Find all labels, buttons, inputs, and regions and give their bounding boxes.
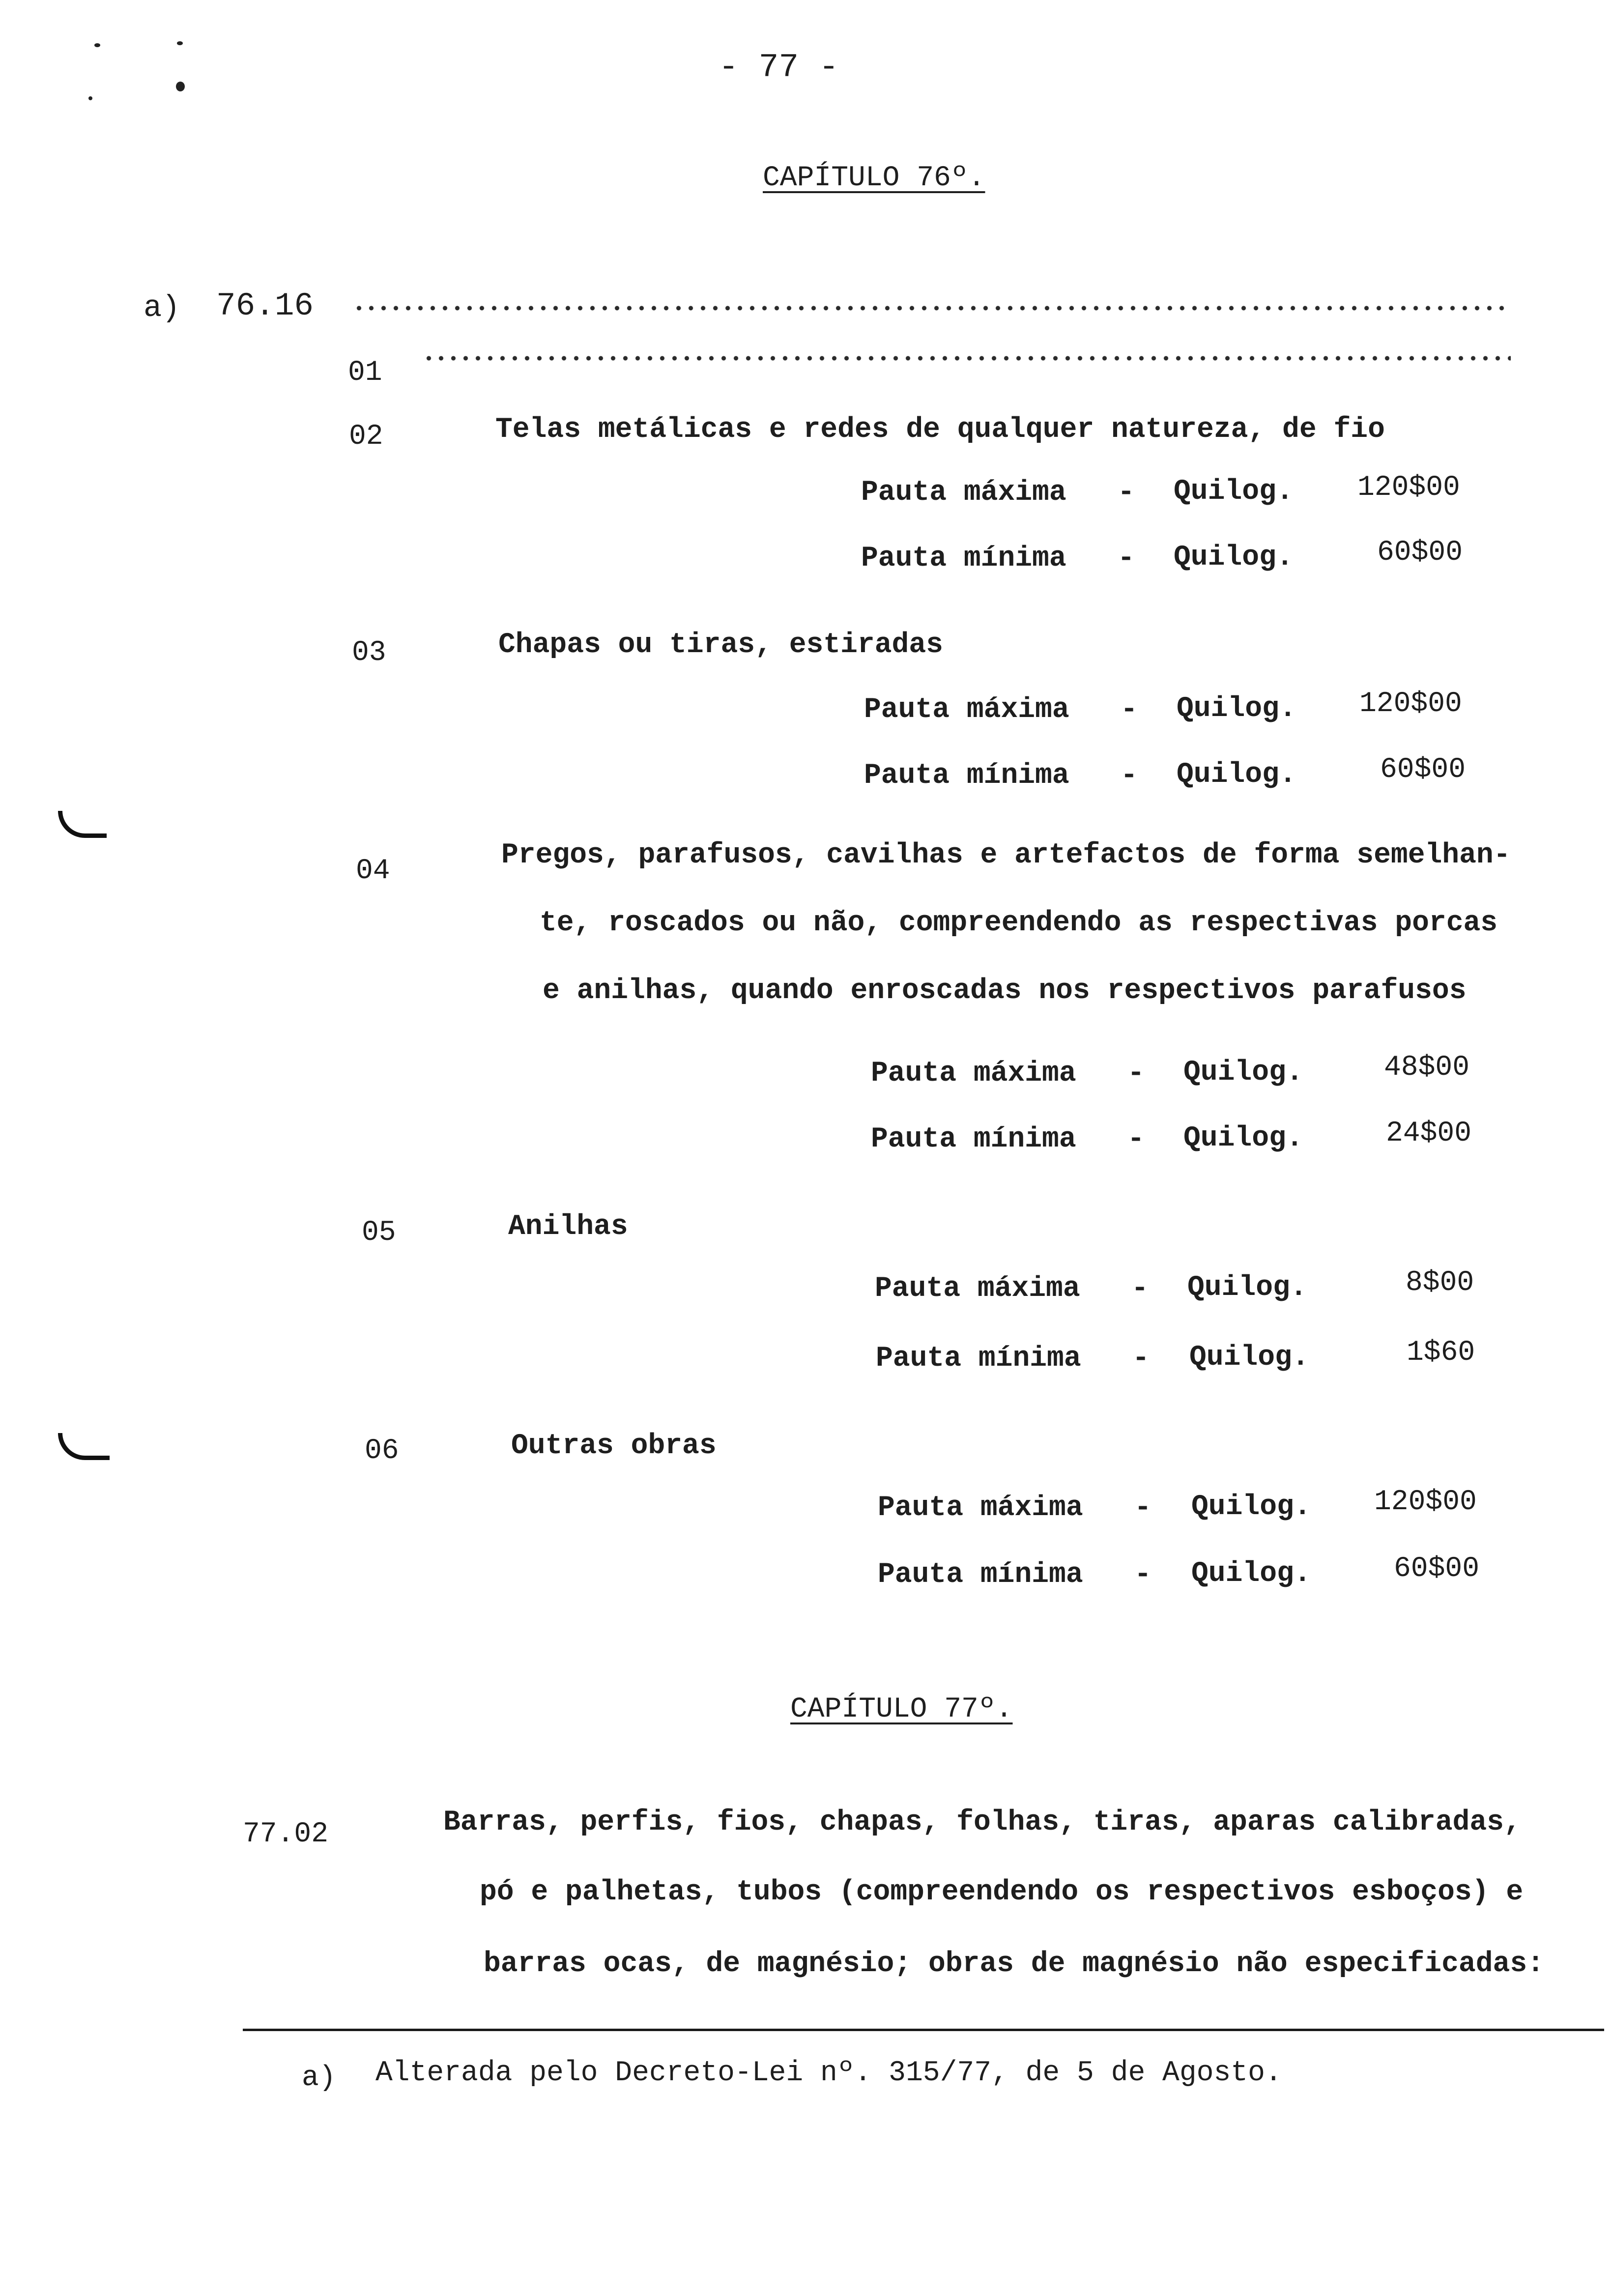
item-description: Chapas ou tiras, estiradas bbox=[498, 629, 943, 661]
heading-code: 77.02 bbox=[243, 1818, 329, 1850]
item-code: 01 bbox=[348, 357, 382, 389]
dash: - bbox=[1118, 543, 1135, 574]
dash: - bbox=[1134, 1559, 1151, 1591]
dash: - bbox=[1134, 1492, 1151, 1524]
item-description: Telas metálicas e redes de qualquer natureza, de fio bbox=[495, 414, 1385, 446]
price-value: 120$00 bbox=[1374, 1486, 1477, 1518]
heading-description-line: barras ocas, de magnésio; obras de magnésio não especificadas: bbox=[484, 1948, 1544, 1980]
dash: - bbox=[1118, 477, 1135, 509]
dot-leader bbox=[423, 356, 1511, 361]
heading-code: 76.16 bbox=[216, 287, 314, 324]
item-code: 03 bbox=[352, 637, 386, 669]
dash: - bbox=[1132, 1343, 1150, 1375]
unit-label: Quilog. bbox=[1187, 1272, 1307, 1304]
pauta-label: Pauta máxima bbox=[878, 1492, 1083, 1524]
pauta-label: Pauta máxima bbox=[864, 694, 1069, 726]
scan-speck bbox=[176, 82, 185, 91]
price-value: 60$00 bbox=[1377, 537, 1463, 569]
page-number: - 77 - bbox=[719, 49, 839, 86]
scan-speck bbox=[177, 41, 183, 45]
footnote-text: Alterada pelo Decreto-Lei nº. 315/77, de 5 de Agosto. bbox=[375, 2057, 1282, 2089]
heading-description-line: Barras, perfis, fios, chapas, folhas, tiras, aparas calibradas, bbox=[443, 1807, 1521, 1838]
pauta-label: Pauta mínima bbox=[876, 1343, 1081, 1375]
dash: - bbox=[1127, 1058, 1145, 1090]
dot-leader bbox=[353, 306, 1509, 311]
item-description-line: te, roscados ou não, compreendendo as respectivas porcas bbox=[540, 907, 1498, 939]
dash: - bbox=[1131, 1273, 1149, 1305]
dash: - bbox=[1121, 694, 1138, 726]
price-value: 8$00 bbox=[1406, 1267, 1474, 1299]
chapter-title: CAPÍTULO 76º. bbox=[763, 162, 985, 194]
item-description: Anilhas bbox=[508, 1211, 628, 1243]
unit-label: Quilog. bbox=[1174, 542, 1294, 574]
unit-label: Quilog. bbox=[1177, 693, 1296, 725]
scan-mark-hook bbox=[58, 811, 107, 838]
chapter-title: CAPÍTULO 77º. bbox=[790, 1693, 1013, 1725]
price-value: 1$60 bbox=[1407, 1337, 1475, 1369]
unit-label: Quilog. bbox=[1189, 1342, 1309, 1374]
pauta-label: Pauta mínima bbox=[861, 543, 1066, 574]
pauta-label: Pauta mínima bbox=[871, 1123, 1076, 1155]
pauta-label: Pauta máxima bbox=[861, 477, 1066, 509]
scan-mark-hook bbox=[58, 1433, 110, 1460]
item-code: 05 bbox=[362, 1217, 396, 1249]
item-description: Outras obras bbox=[511, 1430, 717, 1462]
unit-label: Quilog. bbox=[1183, 1122, 1303, 1154]
pauta-label: Pauta máxima bbox=[875, 1273, 1080, 1305]
price-value: 120$00 bbox=[1359, 688, 1462, 720]
unit-label: Quilog. bbox=[1177, 759, 1296, 791]
price-value: 24$00 bbox=[1386, 1118, 1472, 1149]
pauta-label: Pauta mínima bbox=[864, 760, 1069, 792]
item-code: 02 bbox=[349, 421, 383, 453]
pauta-label: Pauta mínima bbox=[878, 1559, 1083, 1591]
item-code: 06 bbox=[365, 1435, 399, 1467]
heading-description-line: pó e palhetas, tubos (compreendendo os respectivos esboços) e bbox=[480, 1876, 1524, 1908]
price-value: 60$00 bbox=[1394, 1553, 1480, 1585]
item-code: 04 bbox=[356, 855, 390, 887]
unit-label: Quilog. bbox=[1191, 1558, 1311, 1590]
footnote-divider bbox=[243, 2029, 1604, 2031]
price-value: 48$00 bbox=[1384, 1052, 1470, 1084]
dash: - bbox=[1127, 1123, 1145, 1155]
scan-speck bbox=[88, 96, 92, 100]
item-description-line: Pregos, parafusos, cavilhas e artefactos de forma semelhan- bbox=[501, 839, 1511, 871]
annotation-marker: a) bbox=[144, 290, 180, 325]
unit-label: Quilog. bbox=[1183, 1057, 1303, 1089]
price-value: 120$00 bbox=[1357, 472, 1460, 504]
dash: - bbox=[1121, 760, 1138, 792]
scan-speck bbox=[94, 43, 100, 47]
item-description-line: e anilhas, quando enroscadas nos respectivos parafusos bbox=[543, 975, 1467, 1007]
price-value: 60$00 bbox=[1380, 754, 1466, 786]
unit-label: Quilog. bbox=[1191, 1491, 1311, 1523]
pauta-label: Pauta máxima bbox=[871, 1058, 1076, 1090]
unit-label: Quilog. bbox=[1174, 476, 1294, 508]
footnote-marker: a) bbox=[302, 2062, 336, 2094]
